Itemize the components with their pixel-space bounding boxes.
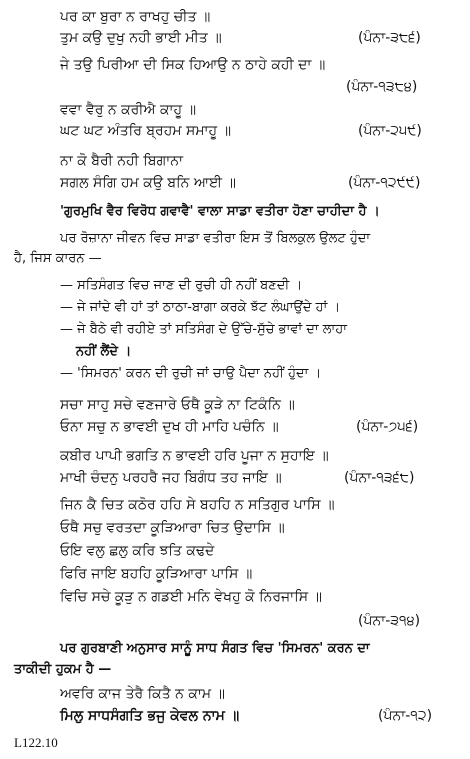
paragraph-line: 'ਗੁਰਮੁਖਿ ਵੈਰ ਵਿਰੋਧ ਗਵਾਵੈ' ਵਾਲਾ ਸਾਡਾ ਵਤੀਰਾ ਹੋਣਾ ਚਾਹੀਦਾ ਹੈ । [60,204,380,219]
page-reference: (ਪੰਨਾ-੧੩੮੪) [346,79,418,95]
verse-line: ਸਚਾ ਸਾਹੁ ਸਚੇ ਵਣਜਾਰੇ ਓਥੈ ਕੂੜੇ ਨਾ ਟਿਕੰਨਿ ॥ [60,397,295,413]
verse-line: ਪਰ ਕਾ ਬੁਰਾ ਨ ਰਾਖਹੁ ਚੀਤ ॥ [60,9,211,25]
verse-line: ਤੁਮ ਕਉ ਦੁਖੁ ਨਹੀ ਭਾਈ ਮੀਤ ॥ [60,30,222,46]
bullet-line: — 'ਸਿਮਰਨ' ਕਰਨ ਦੀ ਰੁਚੀ ਜਾਂ ਚਾਉ ਪੈਦਾ ਨਹੀਂ ਹੁੰਦਾ । [60,366,322,381]
verse-line: ਜੇ ਤਉ ਪਿਰੀਆ ਦੀ ਸਿਕ ਹਿਆਉ ਨ ਠਾਹੇ ਕਹੀ ਦਾ ॥ [60,57,326,73]
paragraph-line: ਪਰ ਗੁਰਬਾਣੀ ਅਨੁਸਾਰ ਸਾਨੂੰ ਸਾਧ ਸੰਗਤ ਵਿਚ 'ਸਿਮਰਨ' ਕਰਨ ਦਾ [60,641,370,656]
verse-line: ਮਾਖੀ ਚੰਦਨੁ ਪਰਹਰੈ ਜਹ ਬਿਗੰਧ ਤਹ ਜਾਇ ॥ [60,470,282,486]
verse-line: ਕਬੀਰ ਪਾਪੀ ਭਗਤਿ ਨ ਭਾਵਈ ਹਰਿ ਪੂਜਾ ਨ ਸੁਹਾਇ ॥ [60,448,329,464]
page-reference: (ਪੰਨਾ-੧੨੯੯) [348,175,421,191]
footer-code: L122.10 [14,735,58,750]
verse-line: ਓਥੈ ਸਚੁ ਵਰਤਦਾ ਕੂੜਿਆਰਾ ਚਿਤ ਉਦਾਸਿ ॥ [60,520,285,536]
paragraph-line: ਤਾਕੀਦੀ ਹੁਕਮ ਹੈ — [14,662,112,677]
verse-line: ਓਇ ਵਲੁ ਛਲੁ ਕਰਿ ਝਤਿ ਕਢਦੇ [60,543,215,559]
page-reference: (ਪੰਨਾ-੧੩੬੮) [344,470,415,486]
page-reference: (ਪੰਨਾ-੭੫੬) [356,419,419,435]
verse-line: ਨਾ ਕੋ ਬੈਰੀ ਨਹੀ ਬਿਗਾਨਾ [60,153,184,169]
verse-line: ਜਿਨ ਕੈ ਚਿਤ ਕਠੋਰ ਹਹਿ ਸੇ ਬਹਹਿ ਨ ਸਤਿਗੁਰ ਪਾਸਿ ॥ [60,497,335,513]
verse-line: ਵਿਚਿ ਸਚੇ ਕੂੜੁ ਨ ਗਡਈ ਮਨਿ ਵੇਖਹੁ ਕੋ ਨਿਰਜਾਸਿ ॥ [60,589,322,605]
page-reference: (ਪੰਨਾ-੩੮੬) [358,30,421,46]
bullet-line: — ਜੇ ਜਾਂਦੇ ਵੀ ਹਾਂ ਤਾਂ ਠਾਠਾ-ਬਾਗਾ ਕਰਕੇ ਝੱਟ ਲੰਘਾਉਂਦੇ ਹਾਂ । [60,300,341,315]
page-reference: (ਪੰਨਾ-੩੧੪) [358,613,421,629]
verse-line: ਘਟ ਘਟ ਅੰਤਰਿ ਬ੍ਰਹਮ ਸਮਾਹੂ ॥ [60,123,232,139]
verse-line: ਵਵਾ ਵੈਰੁ ਨ ਕਰੀਐ ਕਾਹੂ ॥ [60,102,197,118]
page-reference: (ਪੰਨਾ-੨੫੯) [358,123,422,139]
verse-line: ਮਿਲੁ ਸਾਧਸੰਗਤਿ ਭਜੁ ਕੇਵਲ ਨਾਮ ॥ [60,708,240,724]
verse-line: ਸਗਲ ਸੰਗਿ ਹਮ ਕਉ ਬਨਿ ਆਈ ॥ [60,175,236,191]
page-reference: (ਪੰਨਾ-੧੨) [378,708,433,724]
verse-line: ਫਿਰਿ ਜਾਇ ਬਹਹਿ ਕੂੜਿਆਰਾ ਪਾਸਿ ॥ [60,566,253,582]
paragraph-line: ਪਰ ਰੋਜ਼ਾਨਾ ਜੀਵਨ ਵਿਚ ਸਾਡਾ ਵਤੀਰਾ ਇਸ ਤੋਂ ਬਿਲਕੁਲ ਉਲਟ ਹੁੰਦਾ [60,231,371,246]
bullet-line: ਨਹੀਂ ਲੈਂਦੇ । [76,344,132,359]
verse-line: ਓਨਾ ਸਚੁ ਨ ਭਾਵਈ ਦੁਖ ਹੀ ਮਾਹਿ ਪਚੰਨਿ ॥ [60,419,279,435]
bullet-line: — ਸਤਿਸੰਗਤ ਵਿਚ ਜਾਣ ਦੀ ਰੁਚੀ ਹੀ ਨਹੀਂ ਬਣਦੀ । [60,278,303,293]
verse-line: ਅਵਰਿ ਕਾਜ ਤੇਰੈ ਕਿਤੈ ਨ ਕਾਮ ॥ [60,686,225,702]
bullet-line: — ਜੇ ਬੈਠੇ ਵੀ ਰਹੀਏ ਤਾਂ ਸਤਿਸੰਗ ਦੇ ਉੱਚੇ-ਸੁੱਚੇ ਭਾਵਾਂ ਦਾ ਲਾਹਾ [60,322,347,337]
paragraph-line: ਹੈ, ਜਿਸ ਕਾਰਨ — [14,251,102,266]
